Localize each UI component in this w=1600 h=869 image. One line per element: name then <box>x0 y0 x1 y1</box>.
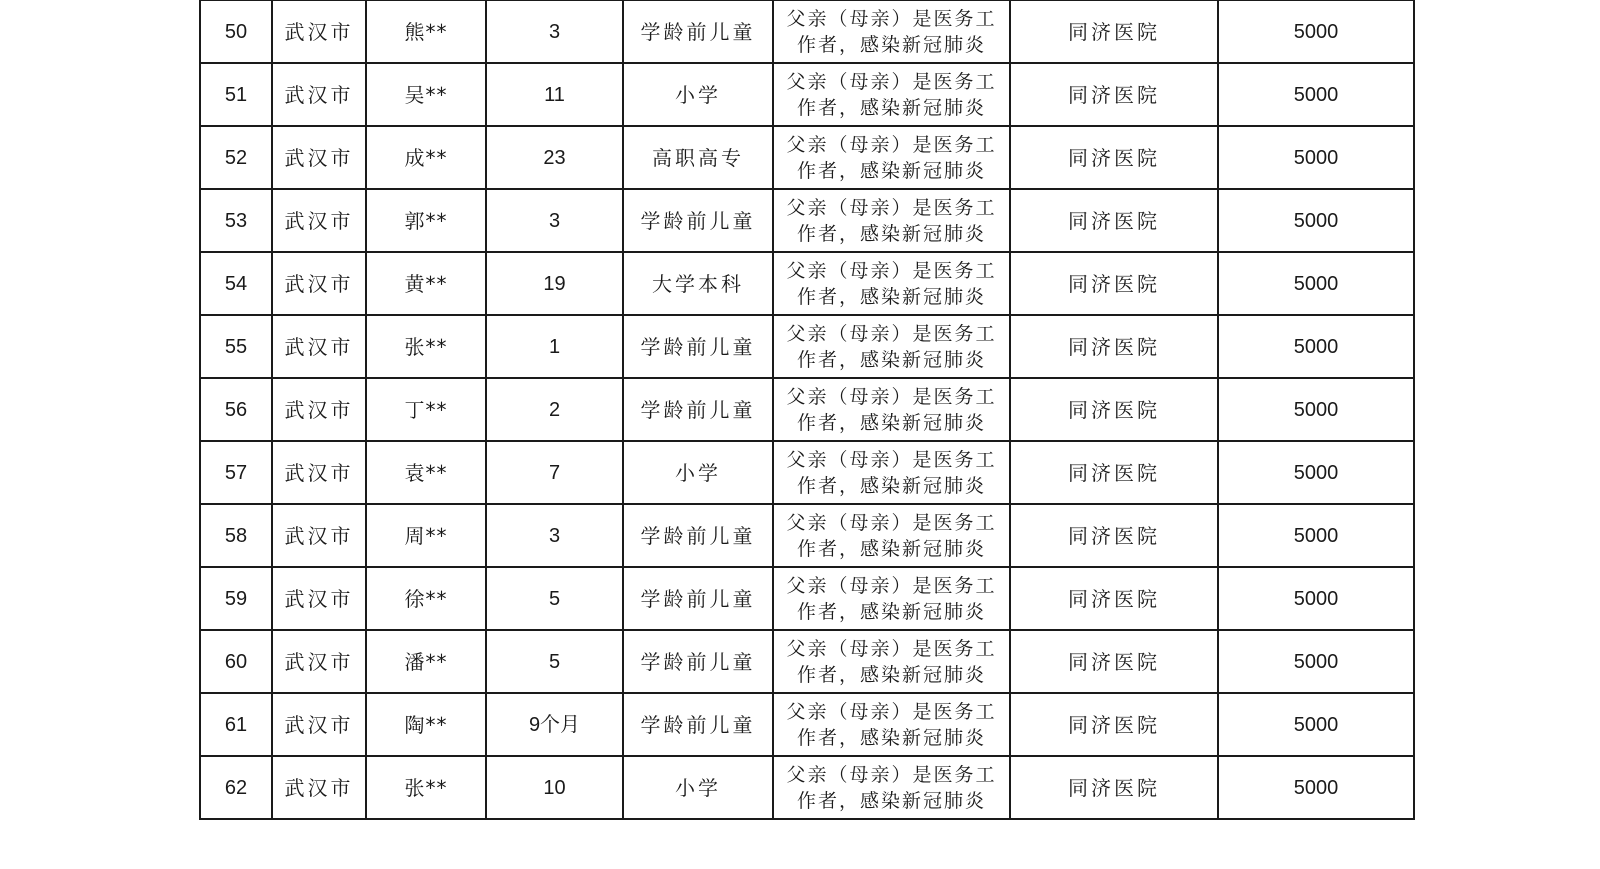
cell-reason: 父亲（母亲）是医务工作者，感染新冠肺炎 <box>773 378 1010 441</box>
cell-name: 吴** <box>366 63 486 126</box>
cell-amount: 5000 <box>1218 126 1414 189</box>
cell-hospital: 同济医院 <box>1010 0 1218 63</box>
cell-education: 学龄前儿童 <box>623 0 773 63</box>
cell-amount: 5000 <box>1218 756 1414 819</box>
cell-city: 武汉市 <box>272 693 366 756</box>
cell-number: 51 <box>200 63 272 126</box>
cell-number: 56 <box>200 378 272 441</box>
cell-name: 周** <box>366 504 486 567</box>
cell-hospital: 同济医院 <box>1010 315 1218 378</box>
cell-age: 11 <box>486 63 623 126</box>
cell-age: 23 <box>486 126 623 189</box>
table-row <box>200 756 1414 819</box>
cell-number: 55 <box>200 315 272 378</box>
cell-education: 小学 <box>623 756 773 819</box>
cell-reason: 父亲（母亲）是医务工作者，感染新冠肺炎 <box>773 0 1010 63</box>
cell-name: 成** <box>366 126 486 189</box>
document-table-container <box>199 0 1415 820</box>
cell-hospital: 同济医院 <box>1010 504 1218 567</box>
cell-name: 熊** <box>366 0 486 63</box>
cell-education: 学龄前儿童 <box>623 693 773 756</box>
cell-reason: 父亲（母亲）是医务工作者，感染新冠肺炎 <box>773 504 1010 567</box>
cell-number: 61 <box>200 693 272 756</box>
cell-amount: 5000 <box>1218 315 1414 378</box>
cell-number: 52 <box>200 126 272 189</box>
cell-name: 陶** <box>366 693 486 756</box>
cell-reason: 父亲（母亲）是医务工作者，感染新冠肺炎 <box>773 126 1010 189</box>
cell-reason: 父亲（母亲）是医务工作者，感染新冠肺炎 <box>773 63 1010 126</box>
cell-number: 62 <box>200 756 272 819</box>
cell-education: 学龄前儿童 <box>623 567 773 630</box>
cell-city: 武汉市 <box>272 567 366 630</box>
cell-amount: 5000 <box>1218 504 1414 567</box>
cell-name: 郭** <box>366 189 486 252</box>
table-row <box>200 630 1414 693</box>
cell-name: 袁** <box>366 441 486 504</box>
cell-hospital: 同济医院 <box>1010 693 1218 756</box>
cell-education: 学龄前儿童 <box>623 630 773 693</box>
cell-age: 2 <box>486 378 623 441</box>
cell-city: 武汉市 <box>272 315 366 378</box>
table-row <box>200 693 1414 756</box>
cell-age: 5 <box>486 630 623 693</box>
cell-amount: 5000 <box>1218 0 1414 63</box>
beneficiary-table <box>199 0 1415 820</box>
cell-reason: 父亲（母亲）是医务工作者，感染新冠肺炎 <box>773 189 1010 252</box>
cell-education: 学龄前儿童 <box>623 504 773 567</box>
cell-hospital: 同济医院 <box>1010 756 1218 819</box>
cell-reason: 父亲（母亲）是医务工作者，感染新冠肺炎 <box>773 630 1010 693</box>
table-row <box>200 441 1414 504</box>
cell-name: 张** <box>366 756 486 819</box>
cell-age: 19 <box>486 252 623 315</box>
cell-amount: 5000 <box>1218 693 1414 756</box>
cell-amount: 5000 <box>1218 441 1414 504</box>
cell-number: 59 <box>200 567 272 630</box>
table-row <box>200 0 1414 63</box>
cell-city: 武汉市 <box>272 189 366 252</box>
table-row <box>200 189 1414 252</box>
cell-education: 学龄前儿童 <box>623 315 773 378</box>
cell-amount: 5000 <box>1218 252 1414 315</box>
cell-education: 高职高专 <box>623 126 773 189</box>
cell-education: 小学 <box>623 441 773 504</box>
cell-hospital: 同济医院 <box>1010 63 1218 126</box>
cell-age: 3 <box>486 0 623 63</box>
table-row <box>200 252 1414 315</box>
cell-city: 武汉市 <box>272 630 366 693</box>
cell-reason: 父亲（母亲）是医务工作者，感染新冠肺炎 <box>773 441 1010 504</box>
cell-city: 武汉市 <box>272 0 366 63</box>
cell-name: 潘** <box>366 630 486 693</box>
cell-age: 1 <box>486 315 623 378</box>
cell-education: 大学本科 <box>623 252 773 315</box>
table-body <box>200 0 1414 819</box>
cell-age: 7 <box>486 441 623 504</box>
cell-education: 小学 <box>623 63 773 126</box>
cell-hospital: 同济医院 <box>1010 189 1218 252</box>
table-row <box>200 126 1414 189</box>
cell-amount: 5000 <box>1218 567 1414 630</box>
cell-hospital: 同济医院 <box>1010 378 1218 441</box>
cell-age: 10 <box>486 756 623 819</box>
cell-number: 60 <box>200 630 272 693</box>
cell-hospital: 同济医院 <box>1010 441 1218 504</box>
cell-number: 57 <box>200 441 272 504</box>
cell-education: 学龄前儿童 <box>623 189 773 252</box>
cell-age: 5 <box>486 567 623 630</box>
table-row <box>200 315 1414 378</box>
cell-city: 武汉市 <box>272 252 366 315</box>
cell-age: 3 <box>486 504 623 567</box>
cell-number: 53 <box>200 189 272 252</box>
cell-city: 武汉市 <box>272 504 366 567</box>
cell-city: 武汉市 <box>272 378 366 441</box>
cell-city: 武汉市 <box>272 441 366 504</box>
cell-name: 黄** <box>366 252 486 315</box>
cell-reason: 父亲（母亲）是医务工作者，感染新冠肺炎 <box>773 693 1010 756</box>
table-row <box>200 63 1414 126</box>
table-row <box>200 567 1414 630</box>
cell-reason: 父亲（母亲）是医务工作者，感染新冠肺炎 <box>773 567 1010 630</box>
cell-education: 学龄前儿童 <box>623 378 773 441</box>
cell-age: 9个月 <box>486 693 623 756</box>
cell-hospital: 同济医院 <box>1010 126 1218 189</box>
cell-reason: 父亲（母亲）是医务工作者，感染新冠肺炎 <box>773 252 1010 315</box>
cell-hospital: 同济医院 <box>1010 252 1218 315</box>
cell-number: 54 <box>200 252 272 315</box>
cell-amount: 5000 <box>1218 63 1414 126</box>
table-row <box>200 378 1414 441</box>
cell-age: 3 <box>486 189 623 252</box>
cell-reason: 父亲（母亲）是医务工作者，感染新冠肺炎 <box>773 756 1010 819</box>
cell-amount: 5000 <box>1218 378 1414 441</box>
table-row <box>200 504 1414 567</box>
cell-city: 武汉市 <box>272 126 366 189</box>
cell-name: 丁** <box>366 378 486 441</box>
cell-hospital: 同济医院 <box>1010 630 1218 693</box>
cell-number: 58 <box>200 504 272 567</box>
cell-name: 张** <box>366 315 486 378</box>
cell-number: 50 <box>200 0 272 63</box>
cell-amount: 5000 <box>1218 189 1414 252</box>
cell-city: 武汉市 <box>272 756 366 819</box>
cell-reason: 父亲（母亲）是医务工作者，感染新冠肺炎 <box>773 315 1010 378</box>
cell-city: 武汉市 <box>272 63 366 126</box>
cell-hospital: 同济医院 <box>1010 567 1218 630</box>
cell-amount: 5000 <box>1218 630 1414 693</box>
cell-name: 徐** <box>366 567 486 630</box>
